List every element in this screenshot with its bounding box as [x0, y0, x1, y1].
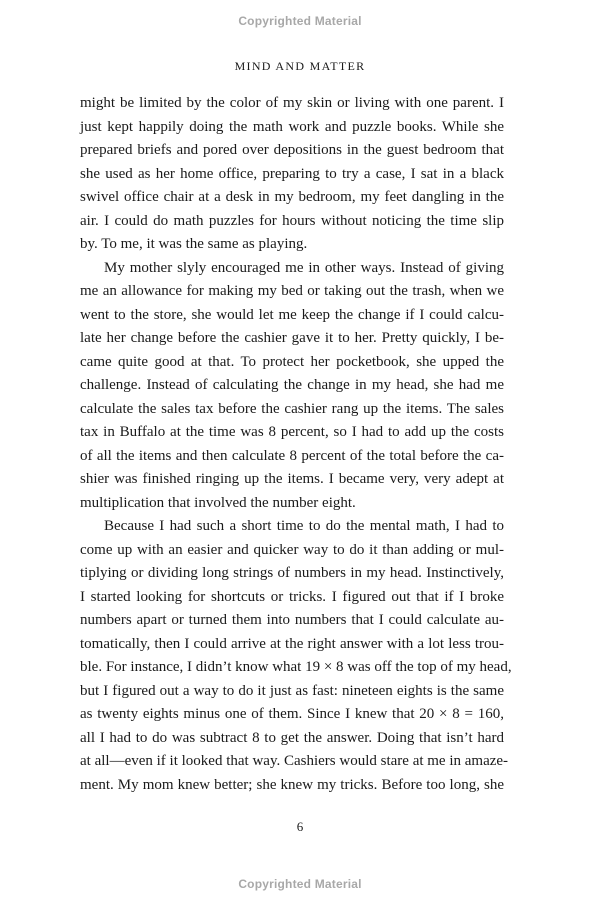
text-line: by. To me, it was the same as playing.: [80, 236, 308, 252]
paragraph: [80, 92, 504, 257]
text-line: shier was finished ringing up the items. I became very, very adept at: [80, 471, 504, 487]
text-line: late her change before the cashier gave it to her. Pretty quickly, I be-: [80, 330, 504, 346]
text-line: ble. For instance, I didn’t know what 19 × 8 was off the top of my head,: [80, 659, 512, 675]
text-line: Because I had such a short time to do the mental math, I had to: [104, 518, 504, 534]
text-line: me an allowance for making my bed or taking out the trash, when we: [80, 283, 504, 299]
text-line: come up with an easier and quicker way to do it than adding or mul-: [80, 541, 504, 558]
text-line: but I figured out a way to do it just as fast: nineteen eights is the same: [80, 682, 504, 699]
text-line: ment. My mom knew better; she knew my tricks. Before too long, she: [80, 776, 504, 793]
text-line: tomatically, then I could arrive at the right answer with a lot less trou-: [80, 635, 504, 652]
text-line: air. I could do math puzzles for hours without noticing the time slip: [80, 212, 504, 229]
text-line: challenge. Instead of calculating the change in my head, she had me: [80, 377, 504, 393]
text-line: all I had to do was subtract 8 to get the answer. Doing that isn’t hard: [80, 729, 504, 746]
paragraph: [80, 515, 512, 797]
text-line: prepared briefs and pored over depositions in the guest bedroom that: [80, 142, 504, 158]
text-line: came quite good at that. To protect her pocketbook, she upped the: [80, 353, 504, 370]
running-head: MIND AND MATTER: [234, 59, 366, 73]
text-line: My mother slyly encouraged me in other ways. Instead of giving: [104, 259, 504, 276]
text-line: might be limited by the color of my skin or living with one parent. I: [80, 95, 504, 111]
text-line: at all—even if it looked that way. Cashiers would stare at me in amaze-: [80, 753, 509, 769]
text-line: calculate the sales tax before the cashier rang up the items. The sales: [80, 400, 504, 417]
copyright-watermark-bottom: Copyrighted Material: [238, 877, 362, 891]
text-line: of all the items and then calculate 8 percent of the total before the ca-: [80, 447, 504, 464]
page-number: 6: [296, 819, 304, 834]
text-line: went to the store, she would let me keep the change if I could calcu-: [80, 306, 504, 323]
text-line: tax in Buffalo at the time was 8 percent, so I had to add up the costs: [80, 424, 504, 440]
text-line: as twenty eights minus one of them. Since I knew that 20 × 8 = 160,: [80, 706, 504, 722]
copyright-watermark-top: Copyrighted Material: [238, 14, 362, 28]
text-line: she used as her home office, preparing to try a case, I sat in a black: [80, 165, 504, 182]
text-line: swivel office chair at a desk in my bedroom, my feet dangling in the: [80, 189, 504, 205]
paragraph: [80, 257, 504, 516]
body-text: [80, 92, 512, 797]
text-line: tiplying or dividing long strings of numbers in my head. Instinctively,: [80, 565, 504, 581]
text-line: just kept happily doing the math work and puzzle books. While she: [80, 118, 504, 135]
text-line: I started looking for shortcuts or tricks. I figured out that if I broke: [80, 588, 504, 605]
text-line: multiplication that involved the number eight.: [80, 494, 356, 511]
text-line: numbers apart or turned them into numbers that I could calculate au-: [80, 612, 504, 628]
